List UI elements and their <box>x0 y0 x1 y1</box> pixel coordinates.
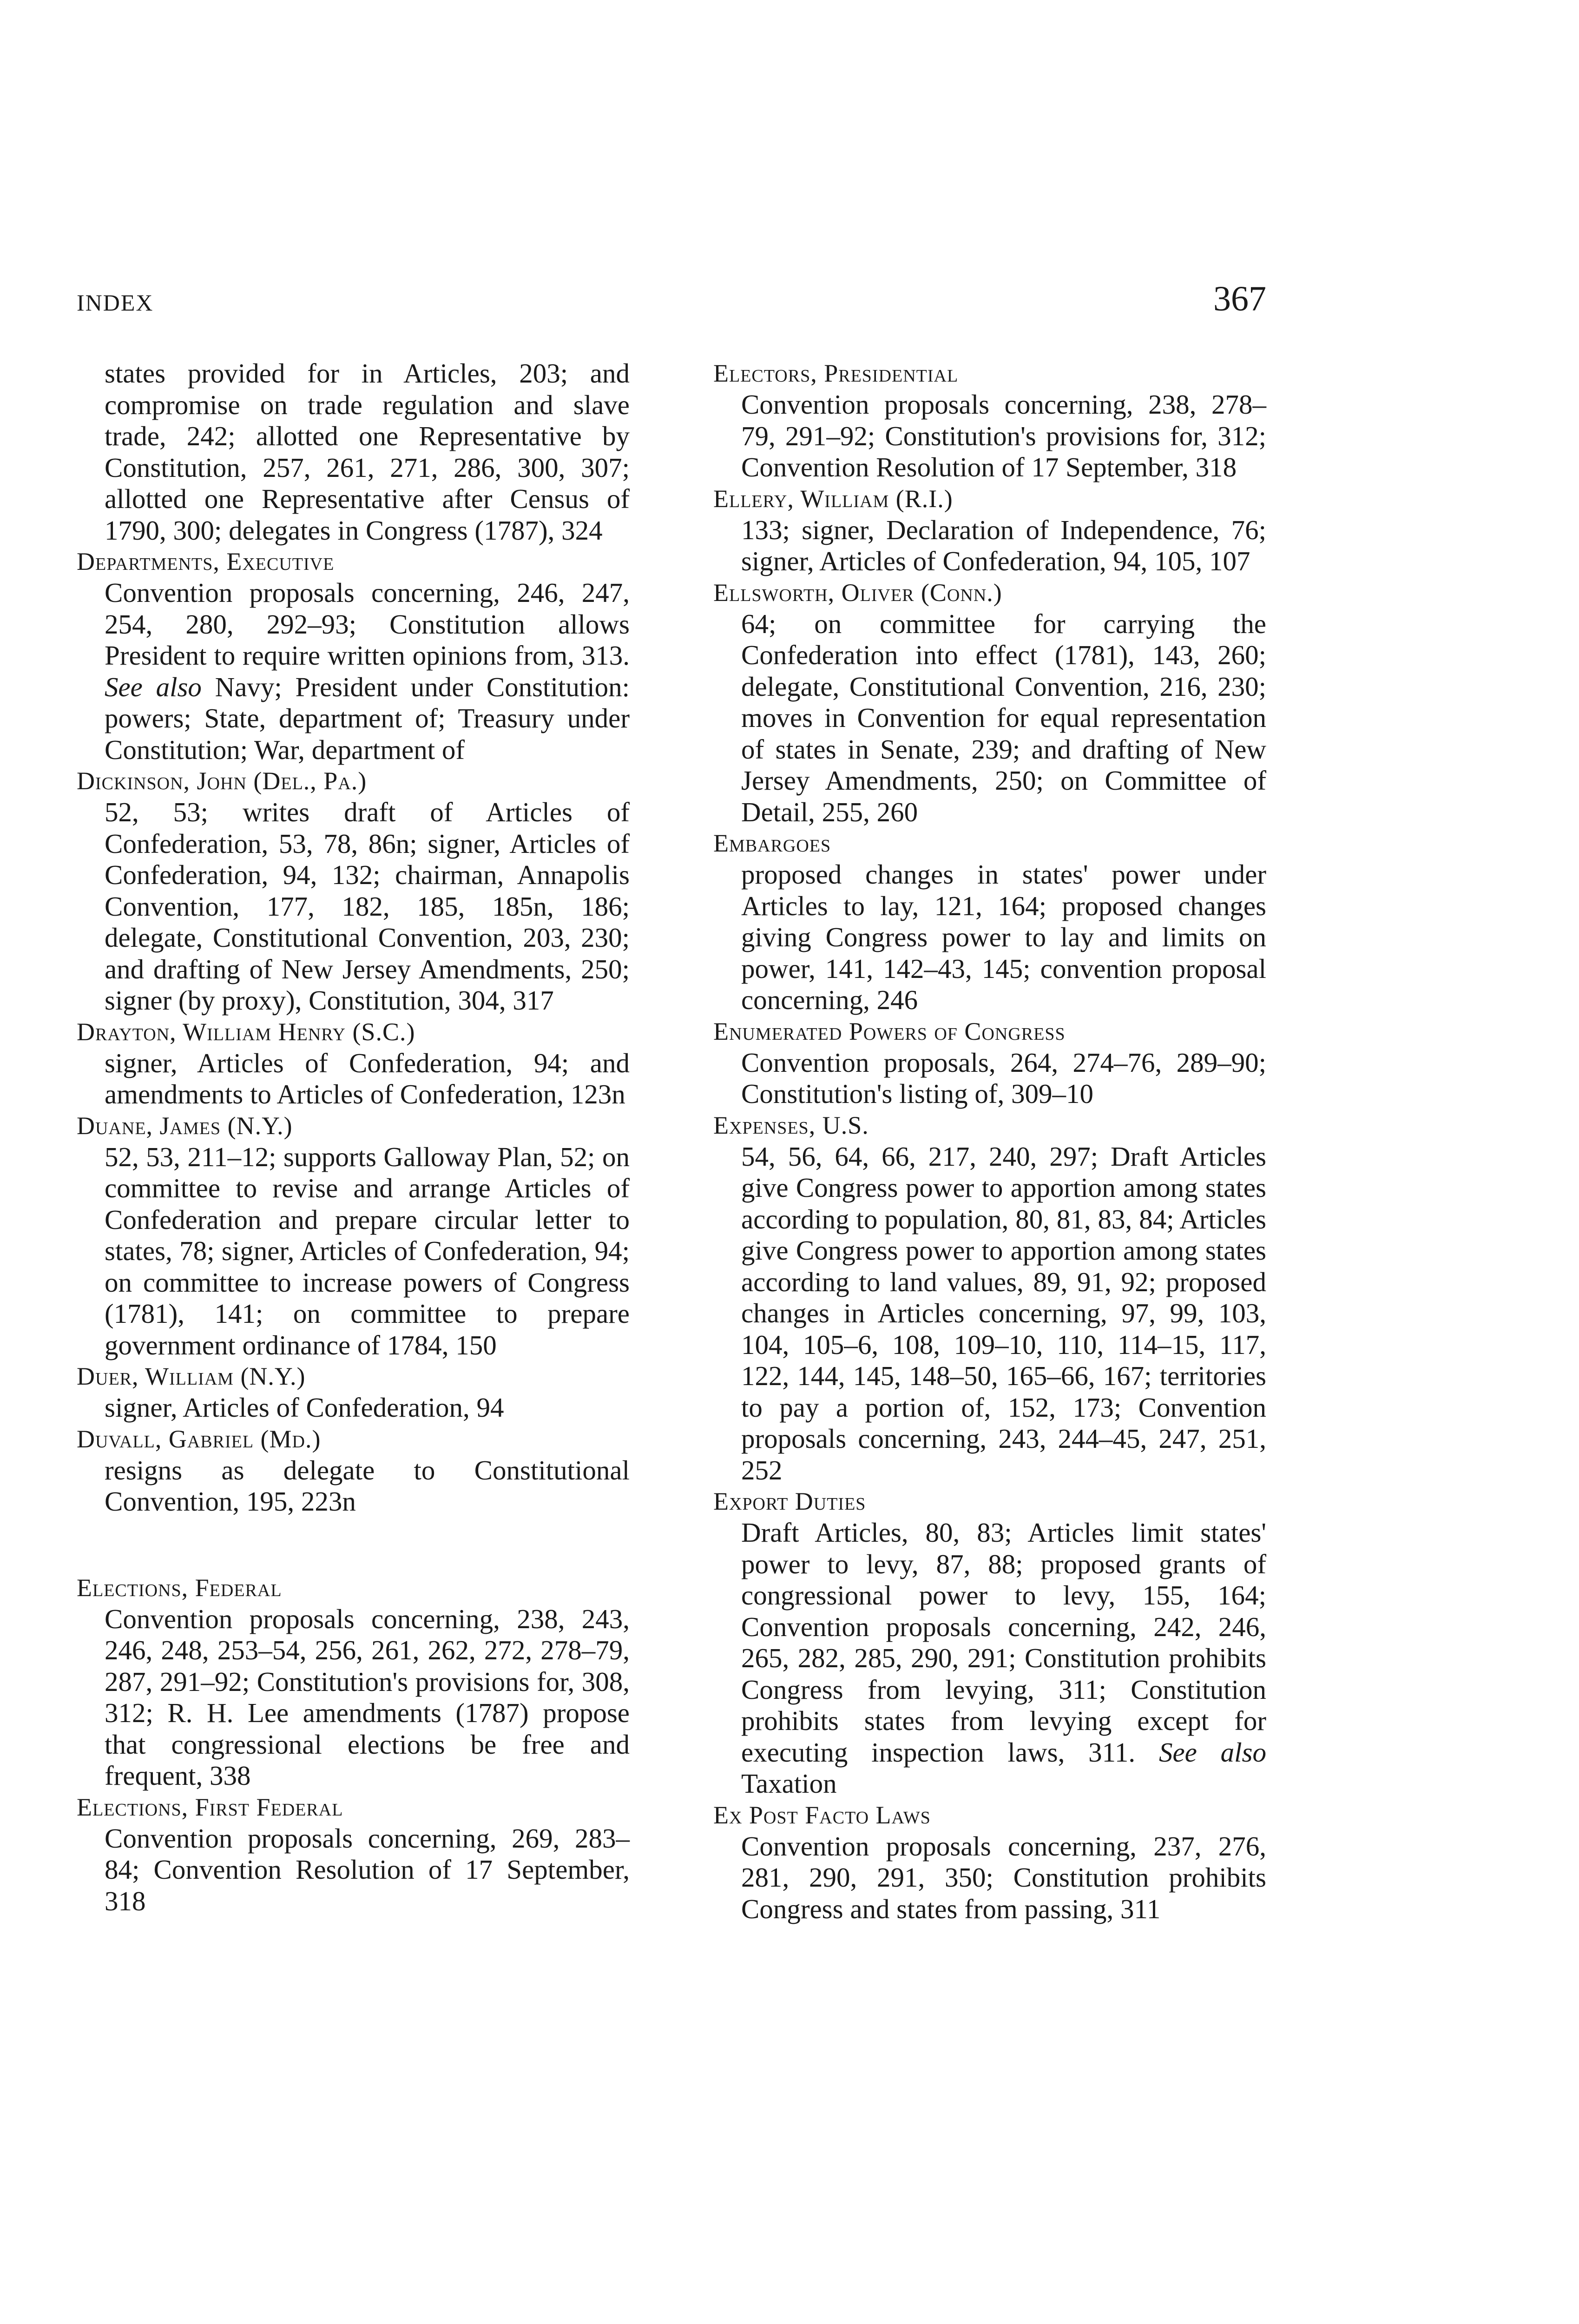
index-entry-elections-first-federal <box>77 1792 630 1917</box>
entry-heading: Duane, James (N.Y.) <box>77 1111 293 1140</box>
entry-text: 52, 53, 211–12; supports Galloway Plan, 52; on committee to revise and arrange Articles of Confederation and prepare circular letter to states, 78; signer, Articles of Confederation, 94; on committee to increase powers of Congress (1781), 141; on committee to prepare government ordinance of 1784, 150 <box>105 1141 630 1360</box>
entry-heading: Dickinson, John (Del., Pa.) <box>77 767 367 795</box>
entry-heading: Duvall, Gabriel (Md.) <box>77 1425 321 1453</box>
entry-text: Convention proposals concerning, 246, 247, 254, 280, 292–93; Constitution allows President to require written opinions from, 313. <box>105 577 630 671</box>
entry-text: Convention proposals concerning, 238, 278–79, 291–92; Constitution's provisions for, 312; Convention Resolution of 17 September, 318 <box>741 389 1266 482</box>
entry-heading: Duer, William (N.Y.) <box>77 1362 306 1390</box>
entry-text: 133; signer, Declaration of Independence, 76; signer, Articles of Confederation, 94, 105, 107 <box>741 514 1266 576</box>
entry-text: 64; on committee for carrying the Confederation into effect (1781), 143, 260; delegate, Constitutional Convention, 216, 230; moves in Convention for equal representation of states in Senate, 239; and drafting of New Jersey Amendments, 250; on Committee of Detail, 255, 260 <box>741 608 1266 827</box>
entry-heading: Electors, Presidential <box>713 359 959 387</box>
see-also-label: See also <box>105 671 202 702</box>
running-head: INDEX <box>77 290 154 316</box>
see-also-label: See also <box>1158 1736 1266 1768</box>
entry-text: Convention proposals concerning, 237, 276, 281, 290, 291, 350; Constitution prohibits Congress and states from passing, 311 <box>741 1830 1266 1924</box>
index-entry-export-duties <box>713 1486 1266 1800</box>
page-header <box>77 279 1266 321</box>
index-column-left <box>77 358 630 1917</box>
entry-heading: Departments, Executive <box>77 548 335 575</box>
index-entry-embargoes <box>713 828 1266 1016</box>
entry-text: Convention proposals concerning, 269, 283–84; Convention Resolution of 17 September, 318 <box>105 1822 630 1916</box>
entry-heading: Enumerated Powers of Congress <box>713 1017 1066 1045</box>
entry-text: resigns as delegate to Constitutional Convention, 195, 223n <box>105 1454 630 1517</box>
entry-text: states provided for in Articles, 203; and compromise on trade regulation and slave trade, 242; allotted one Representative by Constitution, 257, 261, 271, 286, 300, 307; allotted one Representative after Census of 1790, 300; delegates in Congress (1787), 324 <box>105 358 630 546</box>
entry-text: 54, 56, 64, 66, 217, 240, 297; Draft Articles give Congress power to apportion among states according to population, 80, 81, 83, 84; Articles give Congress power to apportion among states according to land values, 89, 91, 92; proposed changes in Articles concerning, 97, 99, 103, 104, 105–6, 108, 109–10, 110, 114–15, 117, 122, 144, 145, 148–50, 165–66, 167; territories to pay a portion of, 152, 173; Convention proposals concerning, 243, 244–45, 247, 251, 252 <box>741 1141 1266 1486</box>
entry-text-block <box>105 577 630 766</box>
entry-text: Convention proposals, 264, 274–76, 289–90; Constitution's listing of, 309–10 <box>741 1047 1266 1109</box>
entry-heading: Ellery, William (R.I.) <box>713 484 953 513</box>
index-entry-duvall-gabriel <box>77 1424 630 1518</box>
entry-heading: Elections, First Federal <box>77 1793 343 1821</box>
entry-heading: Drayton, William Henry (S.C.) <box>77 1017 415 1046</box>
entry-heading: Export Duties <box>713 1487 866 1515</box>
entry-heading: Elections, Federal <box>77 1573 282 1602</box>
index-entry-electors-presidential <box>713 358 1266 483</box>
index-entry-elections-federal <box>77 1572 630 1792</box>
entry-text-block <box>741 1517 1266 1800</box>
index-entry-continuation <box>77 358 630 546</box>
entry-text: Draft Articles, 80, 83; Articles limit states' power to levy, 87, 88; proposed grants of congressional power to levy, 155, 164; Convention proposals concerning, 242, 246, 265, 282, 285, 290, 291; Constitution prohibits Congress from levying, 311; Constitution prohibits states from levying except for executing inspection laws, 311. <box>741 1517 1266 1768</box>
entry-heading: Ex Post Facto Laws <box>713 1801 931 1829</box>
entry-text: 52, 53; writes draft of Articles of Confederation, 53, 78, 86n; signer, Articles of Confederation, 94, 132; chairman, Annapolis Convention, 177, 182, 185, 185n, 186; delegate, Constitutional Convention, 203, 230; and drafting of New Jersey Amendments, 250; signer (by proxy), Constitution, 304, 317 <box>105 797 630 1016</box>
entry-text: proposed changes in states' power under Articles to lay, 121, 164; proposed changes giving Congress power to lay and limits on power, 141, 142–43, 145; convention proposal concerning, 246 <box>741 859 1266 1015</box>
index-entry-dickinson-john <box>77 766 630 1017</box>
entry-text: Convention proposals concerning, 238, 243, 246, 248, 253–54, 256, 261, 262, 272, 278–79, 287, 291–92; Constitution's provisions for, 308, 312; R. H. Lee amendments (1787) propose that congressional elections be free and frequent, 338 <box>105 1603 630 1791</box>
index-entry-duer-william <box>77 1361 630 1424</box>
index-entry-ellery-william <box>713 483 1266 577</box>
index-entry-duane-james <box>77 1110 630 1361</box>
see-also-text: Navy; President under Constitution: powers; State, department of; Treasury under Constitution; War, department of <box>105 671 630 765</box>
index-entry-drayton-william-henry <box>77 1017 630 1110</box>
index-entry-ex-post-facto-laws <box>713 1800 1266 1925</box>
index-entry-ellsworth-oliver <box>713 577 1266 828</box>
entry-heading: Expenses, U.S. <box>713 1111 869 1139</box>
see-also-text: Taxation <box>741 1768 837 1799</box>
entry-heading: Ellsworth, Oliver (Conn.) <box>713 578 1002 607</box>
index-entry-enumerated-powers <box>713 1016 1266 1110</box>
entry-text: signer, Articles of Confederation, 94; and amendments to Articles of Confederation, 123n <box>105 1047 630 1109</box>
index-entry-expenses-us <box>713 1110 1266 1486</box>
page-number: 367 <box>1213 279 1266 318</box>
index-entry-departments-executive <box>77 546 630 766</box>
index-column-right <box>713 358 1266 1925</box>
entry-text: signer, Articles of Confederation, 94 <box>105 1392 504 1423</box>
entry-heading: Embargoes <box>713 829 831 857</box>
